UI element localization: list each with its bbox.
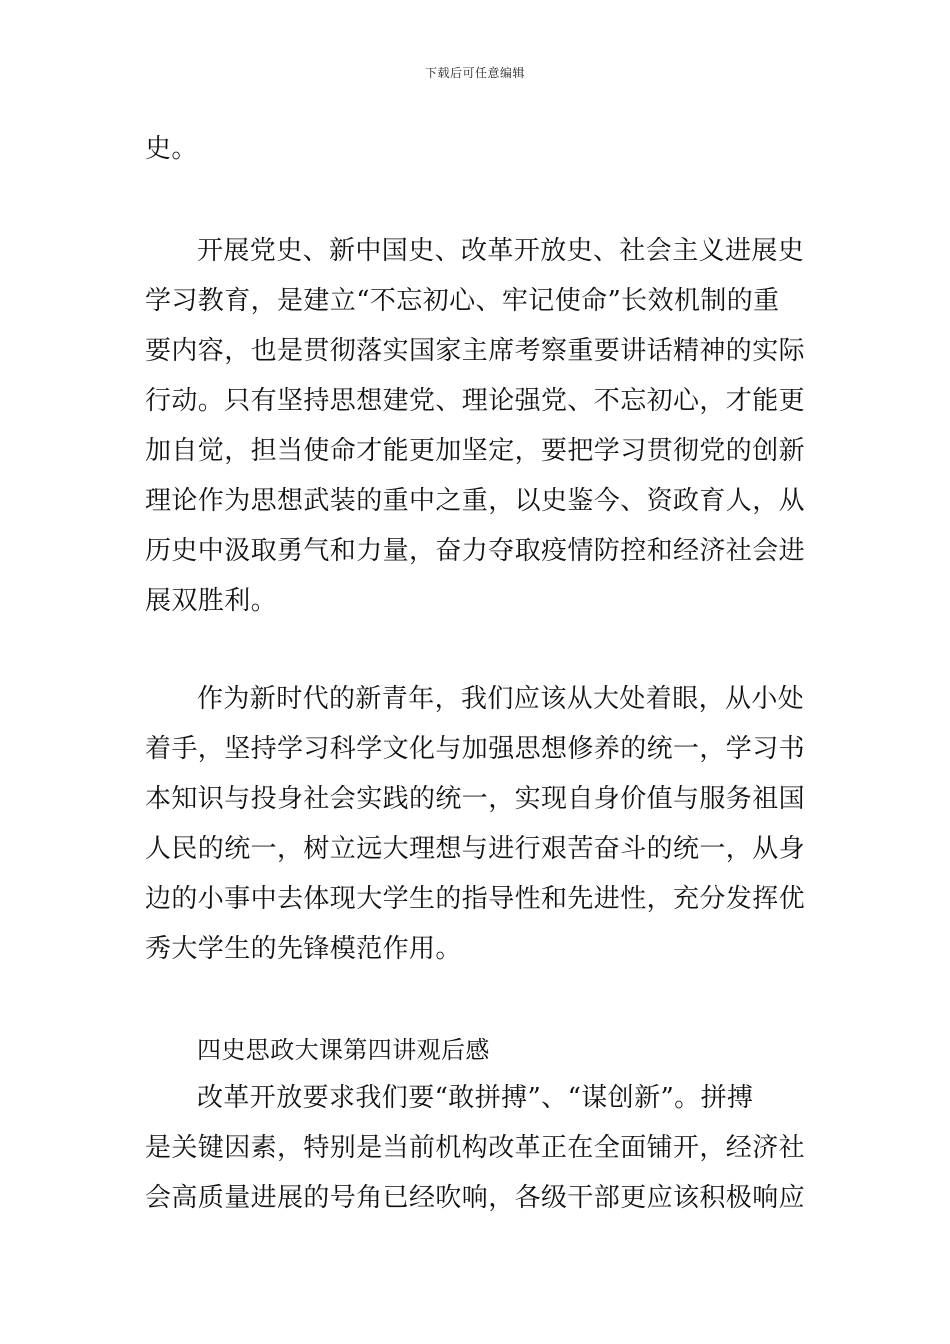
text-line: 学习教育，是建立“不忘初心、牢记使命”长效机制的重: [145, 286, 780, 316]
text-line: 行动。只有坚持思想建党、理论强党、不忘初心，才能更: [145, 386, 806, 416]
paragraph-first-line: 改革开放要求我们要“敢拼搏”、“谋创新”。拼搏: [197, 1083, 754, 1113]
text-line: 加自觉，担当使命才能更加坚定，要把学习贯彻党的创新: [145, 436, 806, 466]
text-line: 史。: [145, 134, 198, 164]
text-line: 本知识与投身社会实践的统一，实现自身价值与服务祖国: [145, 784, 806, 814]
text-line: 着手，坚持学习科学文化与加强思想修养的统一，学习书: [145, 734, 806, 764]
text-line: 历史中汲取勇气和力量，奋力夺取疫情防控和经济社会进: [145, 536, 806, 566]
text-line: 边的小事中去体现大学生的指导性和先进性，充分发挥优: [145, 884, 806, 914]
paragraph-first-line: 作为新时代的新青年，我们应该从大处着眼，从小处: [197, 684, 805, 714]
page-header-note: 下载后可任意编辑: [424, 66, 525, 80]
text-line: 展双胜利。: [145, 586, 278, 616]
paragraph-first-line: 开展党史、新中国史、改革开放史、社会主义进展史: [197, 236, 805, 266]
text-line: 是关键因素，特别是当前机构改革正在全面铺开，经济社: [145, 1133, 806, 1163]
text-line: 理论作为思想武装的重中之重，以史鉴今、资政育人，从: [145, 486, 806, 516]
text-line: 要内容，也是贯彻落实国家主席考察重要讲话精神的实际: [145, 336, 806, 366]
text-line: 秀大学生的先锋模范作用。: [145, 934, 462, 964]
text-line: 人民的统一，树立远大理想与进行艰苦奋斗的统一，从身: [145, 834, 806, 864]
section-heading: 四史思政大课第四讲观后感: [197, 1036, 490, 1064]
text-line: 会高质量进展的号角已经吹响，各级干部更应该积极响应: [145, 1183, 806, 1213]
